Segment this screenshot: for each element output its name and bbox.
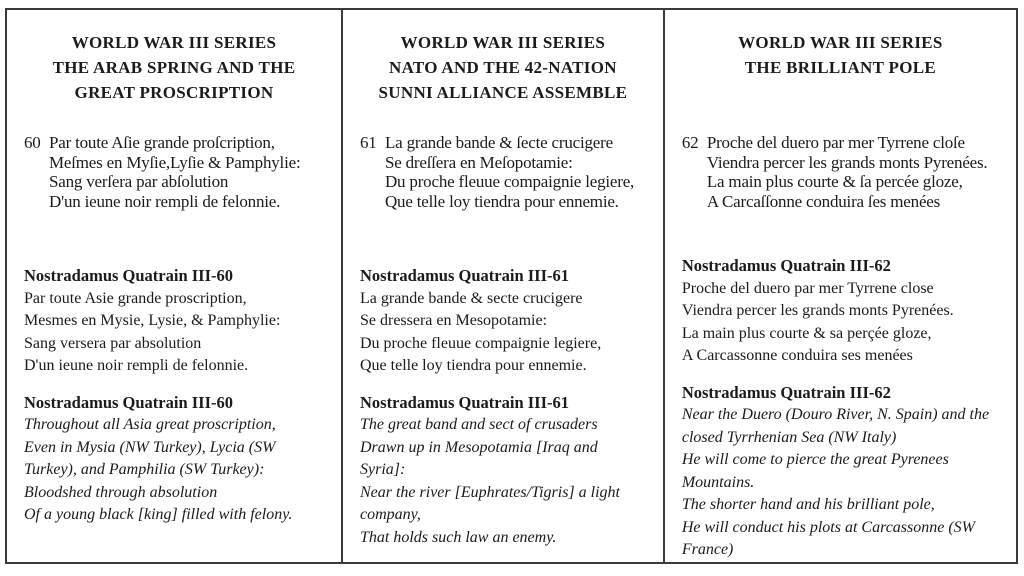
quatrain-line: Of a young black [king] filled with felony. [24,506,293,523]
panel-title-line: WORLD WAR III SERIES [738,33,943,52]
quatrain-line: Mesmes en Mysie, Lysie, & Pamphylie: [24,312,281,329]
quatrain-original-facsimile [24,133,324,265]
quatrain-line: La grande bande & ſecte crucigere [384,133,613,152]
quatrain-line: He will come to pierce the great Pyrenees Mountains. [681,451,949,491]
quatrain-line: D'un ieune noir rempli de felonnie. [49,191,281,211]
quatrain-line: Par toute Asie grande proscription, [24,289,247,307]
quatrain-line: A Carcassonne conduira ses menées [681,347,913,364]
panel-title-line: WORLD WAR III SERIES [400,33,606,52]
quatrain-line: Du proche fleuue compaignie legiere, [359,334,602,352]
quatrain-english-label: Nostradamus Quatrain III-61 [359,392,570,412]
quatrain-line: That holds such law an enemy. [359,528,557,546]
quatrain-line: The great band and sect of crusaders [359,416,598,433]
quatrain-line: Du proche fleuue compaignie legiere, [384,172,635,191]
panel-quatrain-61 [343,10,665,562]
panel-title-line: SUNNI ALLIANCE ASSEMBLE [378,83,628,102]
quatrain-line: Near the Duero (Douro River, N. Spain) and the closed Tyrrhenian Sea (NW Italy) [681,406,990,446]
quatrain-line: Sang verſera par abſolution [49,172,229,191]
quatrain-line: Proche del duero par mer Tyrrene close [681,279,934,297]
panel-title-line: THE ARAB SPRING AND THE [52,58,296,77]
quatrain-french-label: Nostradamus Quatrain III-62 [681,256,891,275]
quatrain-line: Throughout all Asia great proscription, [24,416,276,433]
panel-quatrain-62 [665,10,1016,562]
quatrain-line: La grande bande & secte crucigere [359,289,583,307]
panel-title-line: GREAT PROSCRIPTION [74,83,274,102]
quatrain-english-label: Nostradamus Quatrain III-60 [24,392,234,412]
panel-title [360,30,646,133]
quatrain-line: D'un ieune noir rempli de felonnie. [24,357,249,374]
panel-title-line: WORLD WAR III SERIES [71,33,277,52]
quatrain-french-section [682,255,999,368]
quatrain-line: The shorter hand and his brilliant pole, [681,496,935,513]
document-sheet [5,8,1018,564]
quatrain-line: Bloodshed through absolution [24,483,218,501]
quatrain-number: 60 [24,133,41,152]
quatrain-line: Viendra percer les grands monts Pyrenées. [706,152,988,172]
quatrain-original-facsimile [360,133,646,265]
quatrain-line: Proche del duero par mer Tyrrene cloſe [706,133,965,152]
quatrain-line: Even in Mysia (NW Turkey), Lycia (SW Turkey), and Pamphilia (SW Turkey): [24,438,276,478]
panel-quatrain-60 [7,10,343,562]
quatrain-line: Que telle loy tiendra pour ennemie. [359,357,587,374]
quatrain-french-section [360,265,646,378]
quatrain-line: Drawn up in Mesopotamia [Iraq and Syria]: [359,438,598,478]
quatrain-line: Par toute Aſie grande proſcription, [49,133,275,152]
panel-title-line: NATO AND THE 42-NATION [389,58,617,77]
quatrain-number: 61 [359,133,377,152]
quatrain-line: Se dreſſera en Meſopotamie: [384,152,573,172]
quatrain-english-label: Nostradamus Quatrain III-62 [681,382,891,402]
quatrain-line: La main plus courte & ſa percée gloze, [706,172,963,191]
quatrain-original-facsimile [682,133,999,255]
panel-title [682,30,999,133]
quatrain-english-section [360,392,646,550]
quatrain-line: He will conduct his plots at Carcassonne (SW France) [681,518,976,558]
quatrain-french-label: Nostradamus Quatrain III-60 [24,266,234,285]
quatrain-line: Viendra percer les grands monts Pyrenées. [681,302,954,319]
quatrain-english-section [682,382,999,562]
quatrain-french-label: Nostradamus Quatrain III-61 [359,266,570,285]
quatrain-line: Que telle loy tiendra pour ennemie. [384,191,619,211]
quatrain-number: 62 [681,133,699,152]
quatrain-line: Near the river [Euphrates/Tigris] a light company, [359,483,620,523]
quatrain-line: La main plus courte & sa perçée gloze, [681,324,932,342]
panel-title [24,30,324,133]
quatrain-french-section [24,265,324,378]
quatrain-line: A Carcaſſonne conduira ſes menées [706,191,941,211]
quatrain-english-section [24,392,324,527]
quatrain-line: Se dressera en Mesopotamie: [359,312,548,329]
quatrain-line: Sang versera par absolution [24,334,202,352]
quatrain-line: Meſmes en Myſie,Lyſie & Pamphylie: [49,152,301,172]
panel-title-line: THE BRILLIANT POLE [744,58,936,77]
